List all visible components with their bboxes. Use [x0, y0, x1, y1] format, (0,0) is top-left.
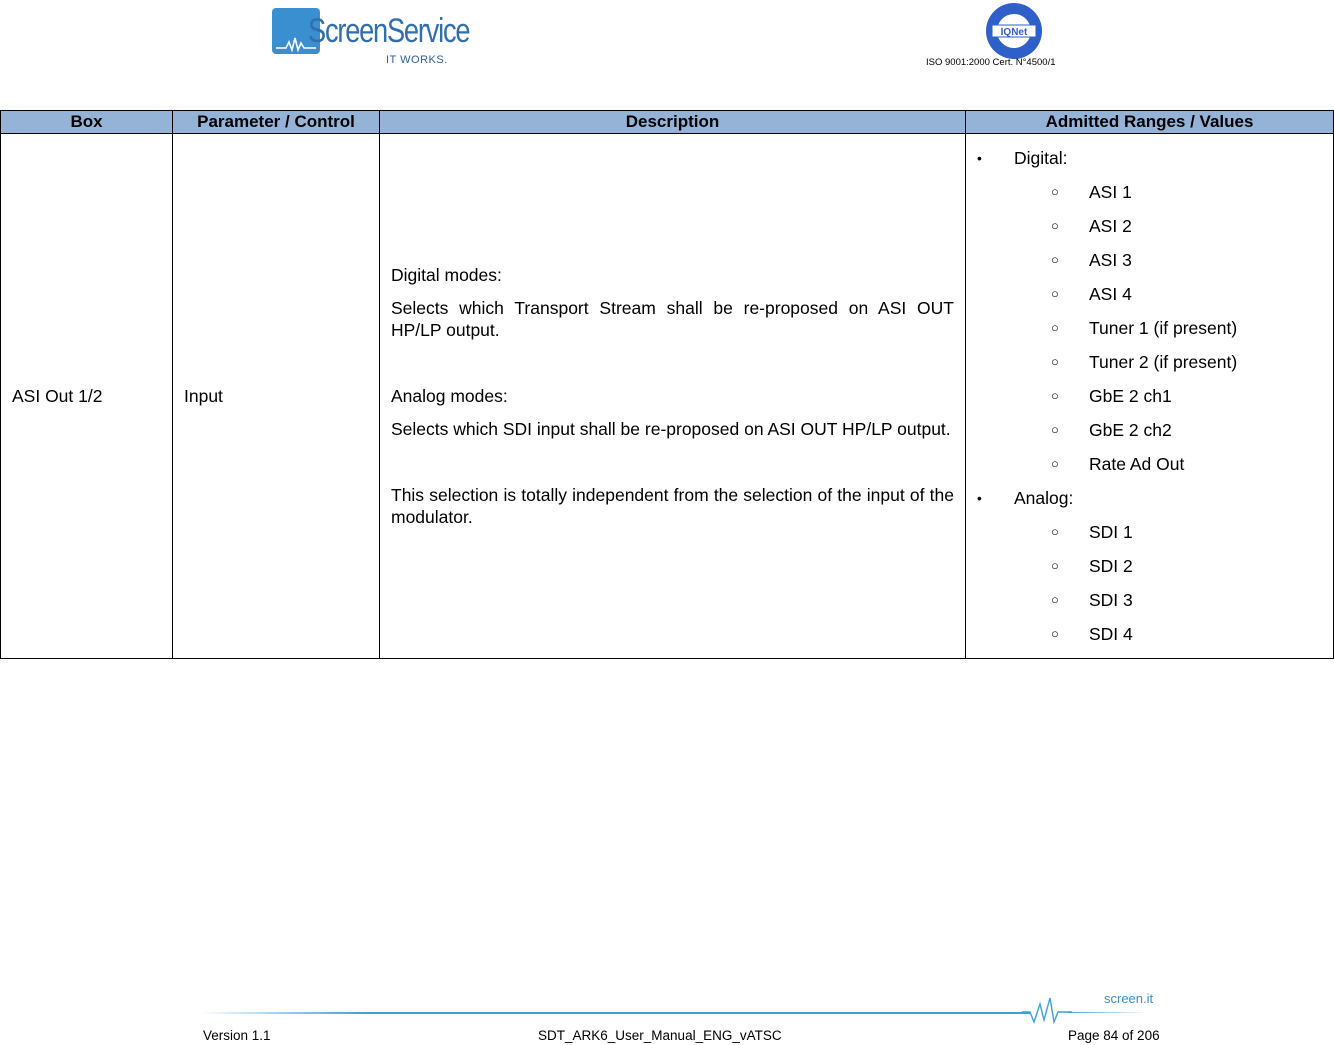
list-item: ○ Tuner 2 (if present) [966, 345, 1333, 379]
column-header-values: Admitted Ranges / Values [966, 111, 1334, 134]
column-header-parameter: Parameter / Control [173, 111, 380, 134]
analog-modes-text: Selects which SDI input shall be re-proposed on ASI OUT HP/LP output. [391, 419, 951, 439]
list-item-digital: • Digital: [966, 141, 1333, 175]
list-item: ○ SDI 4 [966, 617, 1333, 651]
list-item: ○ Tuner 1 (if present) [966, 311, 1333, 345]
list-item: ○ ASI 1 [966, 175, 1333, 209]
cell-admitted-values [966, 134, 1334, 659]
cell-box: ASI Out 1/2 [1, 134, 173, 659]
iqnet-certification-icon [984, 2, 1044, 60]
circle-bullet-icon: ○ [1051, 626, 1059, 641]
list-item: ○ ASI 4 [966, 277, 1333, 311]
bullet-icon: • [977, 490, 982, 506]
circle-bullet-icon: ○ [1051, 592, 1059, 607]
list-item: ○ SDI 3 [966, 583, 1333, 617]
cell-parameter: Input [173, 134, 380, 659]
iso-certification-text: ISO 9001:2000 Cert. N°4500/1 [926, 57, 1056, 68]
circle-bullet-icon: ○ [1051, 558, 1059, 573]
list-item-analog: • Analog: [966, 481, 1333, 515]
list-item: ○ ASI 3 [966, 243, 1333, 277]
list-item: ○ GbE 2 ch2 [966, 413, 1333, 447]
list-item: ○ SDI 2 [966, 549, 1333, 583]
values-list [966, 141, 1333, 651]
analog-modes-heading: Analog modes: [391, 386, 508, 406]
circle-bullet-icon: ○ [1051, 252, 1059, 267]
screenservice-logo [272, 8, 470, 70]
list-item: ○ ASI 2 [966, 209, 1333, 243]
footer-divider [200, 1012, 1030, 1014]
brand-tagline: IT WORKS. [386, 54, 448, 66]
list-item: ○ GbE 2 ch1 [966, 379, 1333, 413]
circle-bullet-icon: ○ [1051, 354, 1059, 369]
footer-brand: screen.it [1104, 991, 1154, 1006]
parameter-table [0, 110, 1334, 659]
table-row [1, 134, 1334, 659]
circle-bullet-icon: ○ [1051, 422, 1059, 437]
list-item: ○ SDI 1 [966, 515, 1333, 549]
footer-version: Version 1.1 [203, 1028, 271, 1043]
circle-bullet-icon: ○ [1051, 218, 1059, 233]
footer-divider-tail [1068, 1012, 1148, 1013]
circle-bullet-icon: ○ [1051, 388, 1059, 403]
list-item: ○ Rate Ad Out [966, 447, 1333, 481]
circle-bullet-icon: ○ [1051, 524, 1059, 539]
column-header-description: Description [380, 111, 966, 134]
circle-bullet-icon: ○ [1051, 320, 1059, 335]
circle-bullet-icon: ○ [1051, 184, 1059, 199]
circle-bullet-icon: ○ [1051, 286, 1059, 301]
footer-page-number: Page 84 of 206 [1068, 1028, 1160, 1043]
svg-text:IQNet: IQNet [1000, 27, 1028, 38]
waveform-icon [1022, 994, 1072, 1024]
digital-modes-text: Selects which Transport Stream shall be re-proposed on ASI OUT HP/LP output. [391, 298, 954, 340]
cell-description [380, 134, 966, 659]
footer-document-name: SDT_ARK6_User_Manual_ENG_vATSC [538, 1028, 782, 1043]
brand-name: ScreenService [308, 12, 470, 50]
circle-bullet-icon: ○ [1051, 456, 1059, 471]
independence-note: This selection is totally independent from the selection of the input of the modulator. [391, 485, 954, 527]
table-header-row [1, 111, 1334, 134]
column-header-box: Box [1, 111, 173, 134]
digital-modes-heading: Digital modes: [391, 265, 502, 285]
bullet-icon: • [977, 150, 982, 166]
